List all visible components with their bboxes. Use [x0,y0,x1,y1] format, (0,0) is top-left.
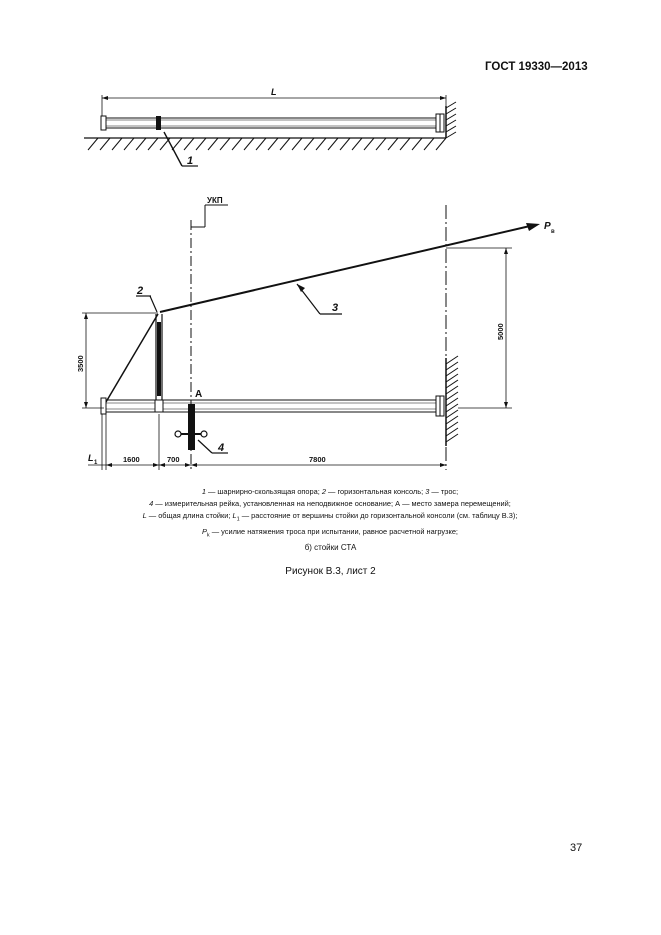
callout-3: 3 [332,302,339,314]
dim-5000: 5000 [496,323,505,340]
legend [60,486,600,542]
legend-text-4: — измерительная рейка, установленная на неподвижное основание; А — место замера перемещений; [153,498,511,508]
figure-caption: Рисунок В.3, лист 2 [285,566,376,577]
legend-P-sub: k [206,532,210,539]
subcaption: б) стойки СТА [304,543,357,552]
legend-line-3 [60,510,600,526]
legend-L: L [142,510,147,520]
callout-1: 1 [187,155,194,167]
dim-L1: L [88,453,94,463]
dim-700: 700 [167,455,180,464]
dim-L-label: L [271,87,277,97]
legend-text-1: — шарнирно-скользящая опора; [205,487,322,496]
main-drawing [76,196,555,470]
legend-line-2 [60,498,600,510]
legend-L1-sub: 1 [236,516,240,523]
legend-num-3: 3 [425,487,430,496]
legend-text-L1: — расстояние от вершины стойки до горизонтальной консоли (см. таблицу В.3); [239,510,518,520]
legend-num-2: 2 [321,487,326,496]
dim-3500: 3500 [76,355,85,372]
standard-header: ГОСТ 19330—2013 [485,61,588,73]
legend-line-1 [60,486,600,498]
legend-L1: L [232,510,237,520]
ukp-label: УКП [207,196,223,205]
dim-7800: 7800 [309,455,326,464]
legend-line-4 [60,526,600,542]
legend-text-P: — усилие натяжения троса при испытании, равное расчетной нагрузке; [209,526,458,536]
top-drawing [84,87,456,167]
legend-text-2: — горизонтальная консоль; [326,487,426,496]
legend-P: P [201,526,207,536]
legend-text-3: — трос; [429,487,459,496]
page-number: 37 [570,842,583,854]
legend-num-4: 4 [149,498,154,508]
dim-1600: 1600 [123,455,140,464]
callout-4: 4 [218,442,225,454]
callout-2: 2 [137,285,144,297]
legend-text-L: — общая длина стойки; [146,510,233,520]
dim-L1-subscript: 1 [94,460,98,466]
point-A-label: A [195,389,203,400]
legend-num-1: 1 [201,487,206,496]
force-subscript: в [551,229,555,235]
force-label: P [544,221,551,232]
